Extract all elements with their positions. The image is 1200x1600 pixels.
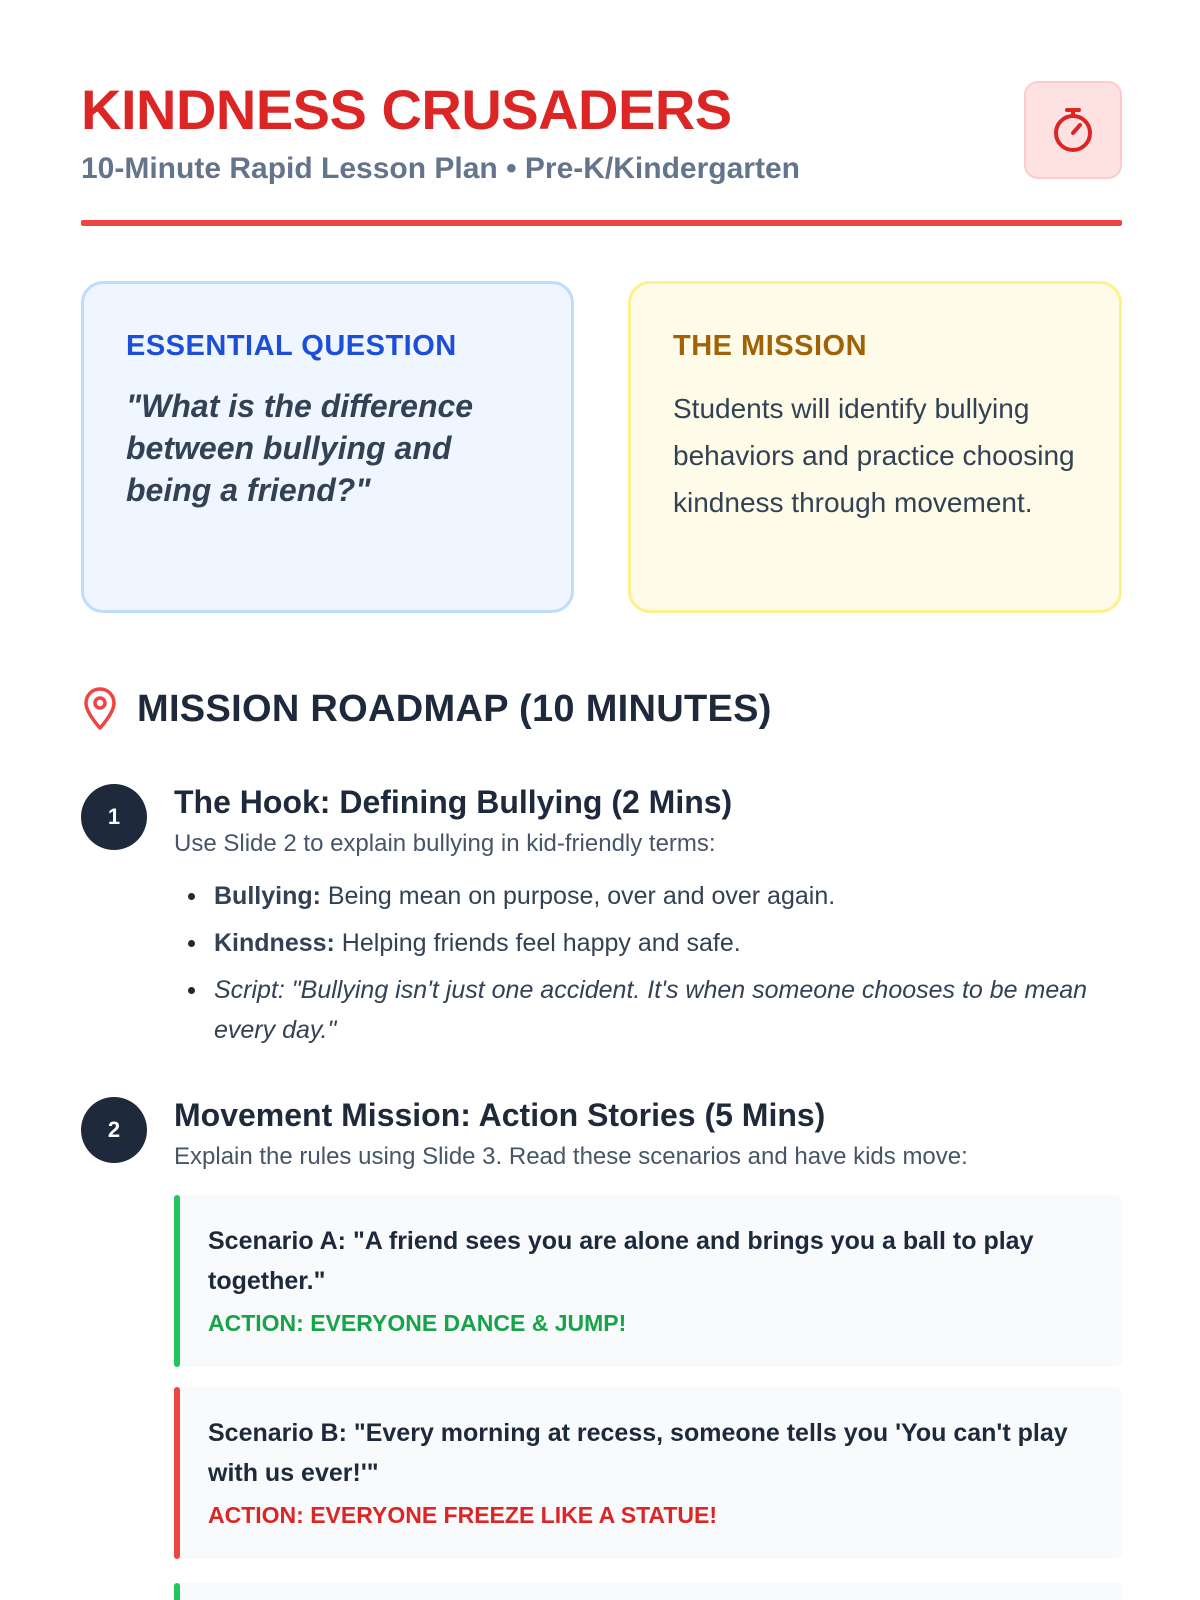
roadmap-title: MISSION ROADMAP (10 MINUTES) [137,687,772,730]
essential-question-label: ESSENTIAL QUESTION [126,330,457,362]
bullet-script: Script: "Bullying isn't just one accident. It's when someone chooses to be mean every day." [174,970,1122,1050]
mission-text: Students will identify bullying behaviors and practice choosing kindness through movement. [673,393,1075,518]
bullet-term: Bullying: [214,882,321,910]
scenario-card-b [174,1387,1122,1559]
header-divider [81,220,1122,226]
step-number: 2 [81,1097,147,1163]
step-body [174,1095,1122,1579]
stopwatch-icon [1051,106,1095,154]
step-title: The Hook: Defining Bullying (2 Mins) [174,784,733,820]
step-title: Movement Mission: Action Stories (5 Mins) [174,1097,826,1133]
bullet-term: Kindness: [214,929,335,957]
bullet-bullying [174,876,1122,916]
step-number: 1 [81,784,147,850]
mission-card [628,281,1122,613]
page-title: KINDNESS CRUSADERS [81,78,732,141]
map-pin-icon [81,687,119,731]
essential-question-card [81,281,574,613]
roadmap-heading [81,683,1122,735]
step-body [174,782,1122,1057]
scenario-list [174,1195,1122,1559]
scenario-action: ACTION: EVERYONE DANCE & JUMP! [208,1310,627,1336]
page-subtitle: 10-Minute Rapid Lesson Plan • Pre-K/Kindergarten [81,152,800,185]
mission-label: THE MISSION [673,330,868,362]
step-description: Explain the rules using Slide 3. Read these scenarios and have kids move: [174,1143,968,1170]
scenario-card-a [174,1195,1122,1367]
essential-question-text: "What is the difference between bullying and being a friend?" [126,388,474,508]
step-description: Use Slide 2 to explain bullying in kid-friendly terms: [174,830,716,857]
lesson-plan-page [81,0,1122,1600]
bullet-text: Being mean on purpose, over and over again. [320,882,836,910]
scenario-text: Scenario B: "Every morning at recess, someone tells you 'You can't play with us ever!'" [208,1419,1068,1487]
scenario-card-partial [174,1583,1122,1600]
timer-button[interactable] [1024,81,1122,179]
bullet-text: Helping friends feel happy and safe. [334,929,741,957]
scenario-text: Scenario A: "A friend sees you are alone and brings you a ball to play together." [208,1227,1034,1295]
bullet-kindness [174,923,1122,963]
step-bullets [174,876,1122,1050]
scenario-action: ACTION: EVERYONE FREEZE LIKE A STATUE! [208,1502,717,1528]
header [81,76,1122,226]
